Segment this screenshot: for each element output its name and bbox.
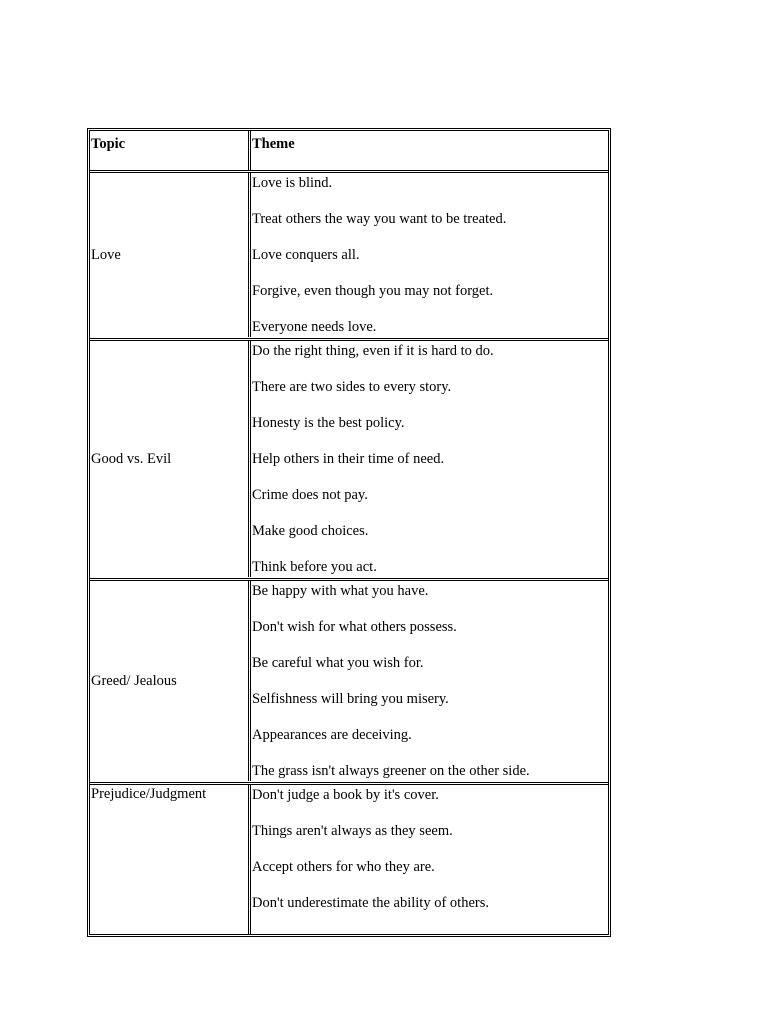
- theme-item: Make good choices.: [252, 523, 369, 539]
- theme-item: Forgive, even though you may not forget.: [252, 283, 494, 299]
- theme-item: Everyone needs love.: [252, 319, 377, 335]
- theme-item: There are two sides to every story.: [252, 379, 452, 395]
- header-topic: Topic: [90, 131, 251, 170]
- theme-cell: [251, 581, 608, 782]
- theme-cell: [251, 173, 608, 338]
- theme-item: Don't underestimate the ability of others.: [252, 895, 489, 911]
- topic-label: Good vs. Evil: [91, 450, 172, 467]
- topic-label: Greed/ Jealous: [91, 672, 177, 689]
- table-row-greed-jealous: [90, 578, 608, 782]
- theme-item: Love is blind.: [252, 175, 333, 191]
- theme-item: Don't wish for what others possess.: [252, 619, 457, 635]
- table-header-row: [90, 131, 608, 170]
- theme-item: Treat others the way you want to be treated.: [252, 211, 507, 227]
- theme-item: Think before you act.: [252, 559, 377, 575]
- header-theme: Theme: [252, 136, 295, 152]
- theme-item: The grass isn't always greener on the other side.: [252, 763, 530, 779]
- theme-item: Be happy with what you have.: [252, 583, 429, 599]
- topic-label: Love: [91, 246, 121, 263]
- theme-item: Do the right thing, even if it is hard to do.: [252, 343, 494, 359]
- theme-item: Crime does not pay.: [252, 487, 368, 503]
- topic-cell: [90, 341, 251, 577]
- theme-item: Help others in their time of need.: [252, 451, 445, 467]
- theme-item: Honesty is the best policy.: [252, 415, 405, 431]
- theme-item: Selfishness will bring you misery.: [252, 691, 449, 707]
- table-row-good-vs-evil: [90, 338, 608, 578]
- topic-cell: [90, 785, 251, 934]
- topic-theme-table: [87, 128, 611, 937]
- theme-cell: [251, 341, 608, 578]
- topic-cell: [90, 581, 251, 781]
- theme-item: Appearances are deceiving.: [252, 727, 412, 743]
- theme-cell: [251, 785, 608, 934]
- theme-item: Things aren't always as they seem.: [252, 823, 453, 839]
- theme-item: Love conquers all.: [252, 247, 360, 263]
- table-row-love: [90, 170, 608, 338]
- theme-item: Be careful what you wish for.: [252, 655, 424, 671]
- theme-item: Don't judge a book by it's cover.: [252, 787, 439, 803]
- topic-cell: [90, 173, 251, 337]
- theme-item: Accept others for who they are.: [252, 859, 435, 875]
- table-row-prejudice-judgment: [90, 782, 608, 934]
- topic-label: Prejudice/Judgment: [91, 786, 207, 802]
